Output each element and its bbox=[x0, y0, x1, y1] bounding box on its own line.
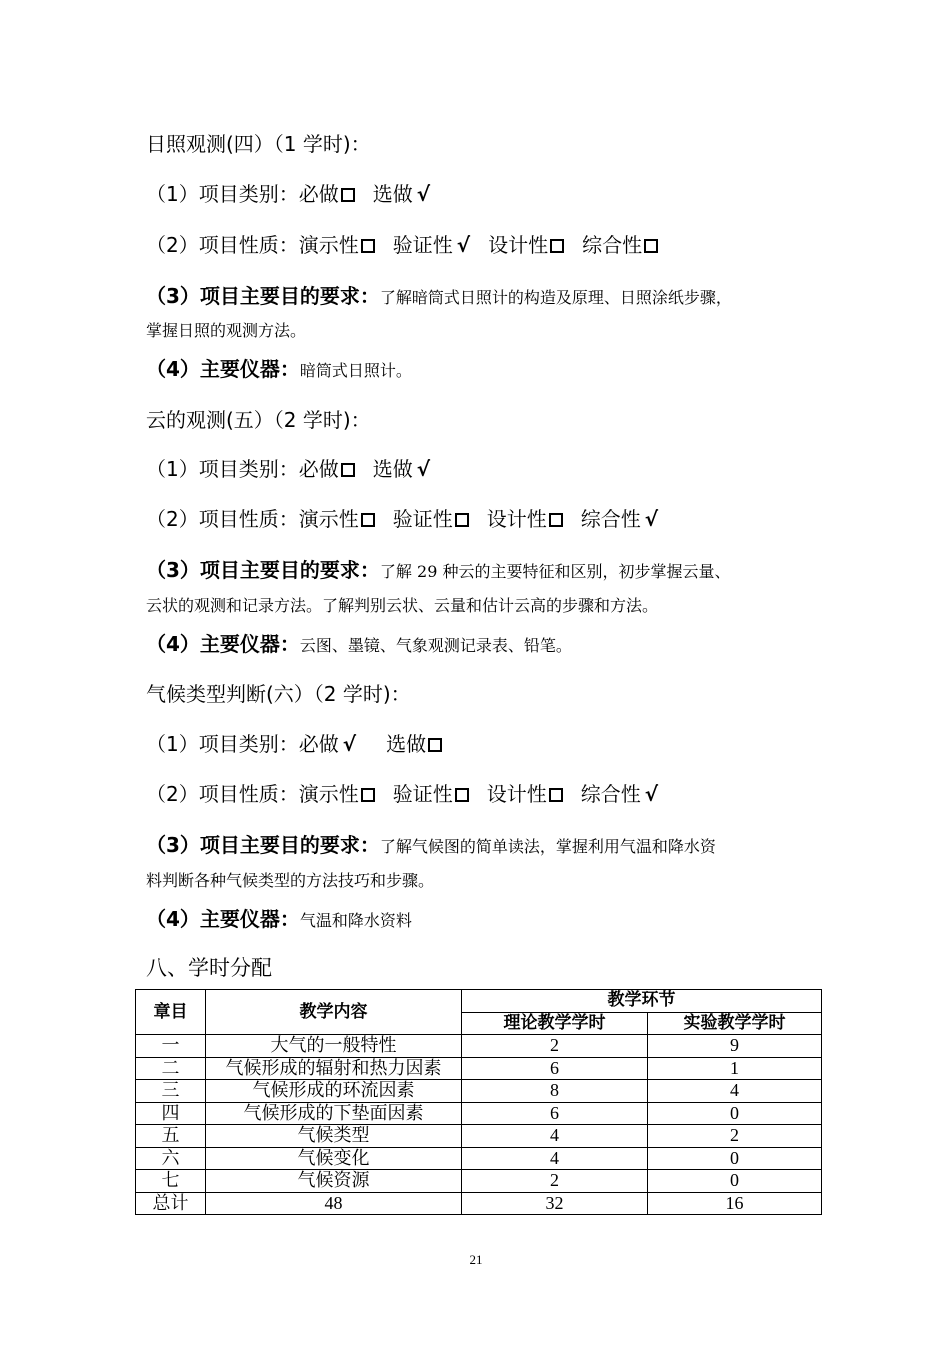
project-nature-line bbox=[146, 503, 658, 532]
cell-lab: 0 bbox=[648, 1147, 822, 1170]
design-option: 设计性 bbox=[486, 782, 547, 806]
col-theory-header: 理论教学学时 bbox=[462, 1012, 648, 1035]
page-number: 21 bbox=[469, 1252, 483, 1267]
cell-lab: 4 bbox=[648, 1080, 822, 1103]
cell-content: 气候形成的环流因素 bbox=[206, 1080, 462, 1103]
cell-lab: 0 bbox=[648, 1102, 822, 1125]
goal-text: 了解 29 种云的主要特征和区别，初步掌握云量、 bbox=[379, 562, 731, 581]
comprehensive-option: 综合性 bbox=[580, 507, 641, 531]
cell-content: 气候类型 bbox=[206, 1125, 462, 1148]
comprehensive-checkbox bbox=[644, 239, 658, 253]
cell-chapter: 总计 bbox=[136, 1192, 206, 1215]
comprehensive-option: 综合性 bbox=[582, 233, 643, 257]
instrument-line bbox=[146, 628, 572, 657]
instrument-label: （4）主要仪器： bbox=[146, 357, 300, 381]
cell-theory: 6 bbox=[462, 1102, 648, 1125]
cell-chapter: 一 bbox=[136, 1035, 206, 1058]
cell-chapter: 三 bbox=[136, 1080, 206, 1103]
goal-text-continued: 云状的观测和记录方法。了解判别云状、云量和估计云高的步骤和方法。 bbox=[146, 596, 659, 615]
design-option: 设计性 bbox=[486, 507, 547, 531]
demo-checkbox bbox=[361, 788, 375, 802]
optional-option: 选做 bbox=[372, 457, 413, 481]
hours-heading: 八、学时分配 bbox=[146, 956, 272, 980]
instrument-line bbox=[146, 903, 412, 932]
optional-checkbox bbox=[428, 738, 442, 752]
cell-theory: 2 bbox=[462, 1035, 648, 1058]
instrument-text: 云图、墨镜、气象观测记录表、铅笔。 bbox=[299, 636, 572, 655]
required-checkmark: √ bbox=[342, 732, 357, 756]
project-nature-line bbox=[146, 778, 658, 807]
col-content-header: 教学内容 bbox=[206, 990, 462, 1035]
design-checkbox bbox=[549, 788, 563, 802]
table-row bbox=[136, 1035, 822, 1058]
goal-line bbox=[146, 280, 732, 309]
cell-content: 48 bbox=[206, 1192, 462, 1215]
project-category-line bbox=[146, 453, 430, 482]
goal-text: 了解暗筒式日照计的构造及原理、日照涂纸步骤， bbox=[379, 288, 732, 307]
instrument-label: （4）主要仪器： bbox=[146, 632, 300, 656]
required-checkbox bbox=[341, 463, 355, 477]
cell-theory: 2 bbox=[462, 1170, 648, 1193]
project-nature-line bbox=[146, 229, 658, 258]
design-checkbox bbox=[550, 239, 564, 253]
section-title: 日照观测(四）（1 学时)： bbox=[146, 132, 371, 156]
cell-lab: 16 bbox=[648, 1192, 822, 1215]
cell-content: 气候形成的下垫面因素 bbox=[206, 1102, 462, 1125]
nature-label: （2）项目性质： bbox=[146, 507, 299, 531]
cell-theory: 4 bbox=[462, 1125, 648, 1148]
cell-lab: 2 bbox=[648, 1125, 822, 1148]
cell-chapter: 六 bbox=[136, 1147, 206, 1170]
verify-option: 验证性 bbox=[392, 507, 453, 531]
required-option: 必做 bbox=[298, 182, 339, 206]
goal-line bbox=[146, 554, 730, 583]
table-row bbox=[136, 1102, 822, 1125]
instrument-text: 气温和降水资料 bbox=[299, 911, 412, 930]
comprehensive-checkmark: √ bbox=[644, 507, 659, 531]
table-row bbox=[136, 1057, 822, 1080]
goal-label: （3）项目主要目的要求： bbox=[146, 284, 380, 308]
cell-chapter: 二 bbox=[136, 1057, 206, 1080]
optional-checkmark: √ bbox=[416, 182, 431, 206]
col-lab-header: 实验教学学时 bbox=[648, 1012, 822, 1035]
instrument-line bbox=[146, 353, 412, 382]
cell-theory: 8 bbox=[462, 1080, 648, 1103]
nature-label: （2）项目性质： bbox=[146, 233, 299, 257]
goal-line bbox=[146, 829, 716, 858]
cell-content: 大气的一般特性 bbox=[206, 1035, 462, 1058]
verify-option: 验证性 bbox=[392, 233, 453, 257]
category-label: （1）项目类别： bbox=[146, 182, 299, 206]
col-group-header: 教学环节 bbox=[462, 990, 822, 1013]
section-title: 气候类型判断(六）（2 学时)： bbox=[146, 682, 411, 706]
cell-content: 气候变化 bbox=[206, 1147, 462, 1170]
cell-chapter: 五 bbox=[136, 1125, 206, 1148]
cell-content: 气候形成的辐射和热力因素 bbox=[206, 1057, 462, 1080]
goal-text-continued: 掌握日照的观测方法。 bbox=[146, 321, 307, 340]
hours-table bbox=[135, 989, 822, 1215]
project-category-line bbox=[146, 728, 442, 757]
comprehensive-option: 综合性 bbox=[580, 782, 641, 806]
table-row bbox=[136, 1125, 822, 1148]
col-chapter-header: 章目 bbox=[136, 990, 206, 1035]
demo-option: 演示性 bbox=[298, 507, 359, 531]
cell-content: 气候资源 bbox=[206, 1170, 462, 1193]
cell-theory: 4 bbox=[462, 1147, 648, 1170]
optional-checkmark: √ bbox=[416, 457, 431, 481]
table-row bbox=[136, 1170, 822, 1193]
cell-lab: 9 bbox=[648, 1035, 822, 1058]
table-row bbox=[136, 1147, 822, 1170]
project-category-line bbox=[146, 178, 430, 207]
table-row bbox=[136, 1080, 822, 1103]
verify-checkbox bbox=[455, 788, 469, 802]
category-label: （1）项目类别： bbox=[146, 732, 299, 756]
optional-option: 选做 bbox=[386, 732, 427, 756]
cell-theory: 32 bbox=[462, 1192, 648, 1215]
goal-label: （3）项目主要目的要求： bbox=[146, 833, 380, 857]
required-checkbox bbox=[341, 188, 355, 202]
demo-checkbox bbox=[361, 513, 375, 527]
goal-label: （3）项目主要目的要求： bbox=[146, 558, 380, 582]
verify-checkmark: √ bbox=[456, 233, 471, 257]
instrument-label: （4）主要仪器： bbox=[146, 907, 300, 931]
design-option: 设计性 bbox=[488, 233, 549, 257]
total-row bbox=[136, 1192, 822, 1215]
goal-text-continued: 料判断各种气候类型的方法技巧和步骤。 bbox=[146, 871, 435, 890]
demo-checkbox bbox=[361, 239, 375, 253]
cell-chapter: 四 bbox=[136, 1102, 206, 1125]
nature-label: （2）项目性质： bbox=[146, 782, 299, 806]
demo-option: 演示性 bbox=[298, 233, 359, 257]
verify-option: 验证性 bbox=[392, 782, 453, 806]
instrument-text: 暗筒式日照计。 bbox=[299, 361, 412, 380]
required-option: 必做 bbox=[298, 457, 339, 481]
required-option: 必做 bbox=[298, 732, 339, 756]
section-title: 云的观测(五）（2 学时)： bbox=[146, 408, 371, 432]
design-checkbox bbox=[549, 513, 563, 527]
optional-option: 选做 bbox=[372, 182, 413, 206]
cell-lab: 1 bbox=[648, 1057, 822, 1080]
comprehensive-checkmark: √ bbox=[644, 782, 659, 806]
verify-checkbox bbox=[455, 513, 469, 527]
cell-theory: 6 bbox=[462, 1057, 648, 1080]
demo-option: 演示性 bbox=[298, 782, 359, 806]
cell-chapter: 七 bbox=[136, 1170, 206, 1193]
goal-text: 了解气候图的简单读法，掌握利用气温和降水资 bbox=[379, 837, 716, 856]
cell-lab: 0 bbox=[648, 1170, 822, 1193]
category-label: （1）项目类别： bbox=[146, 457, 299, 481]
